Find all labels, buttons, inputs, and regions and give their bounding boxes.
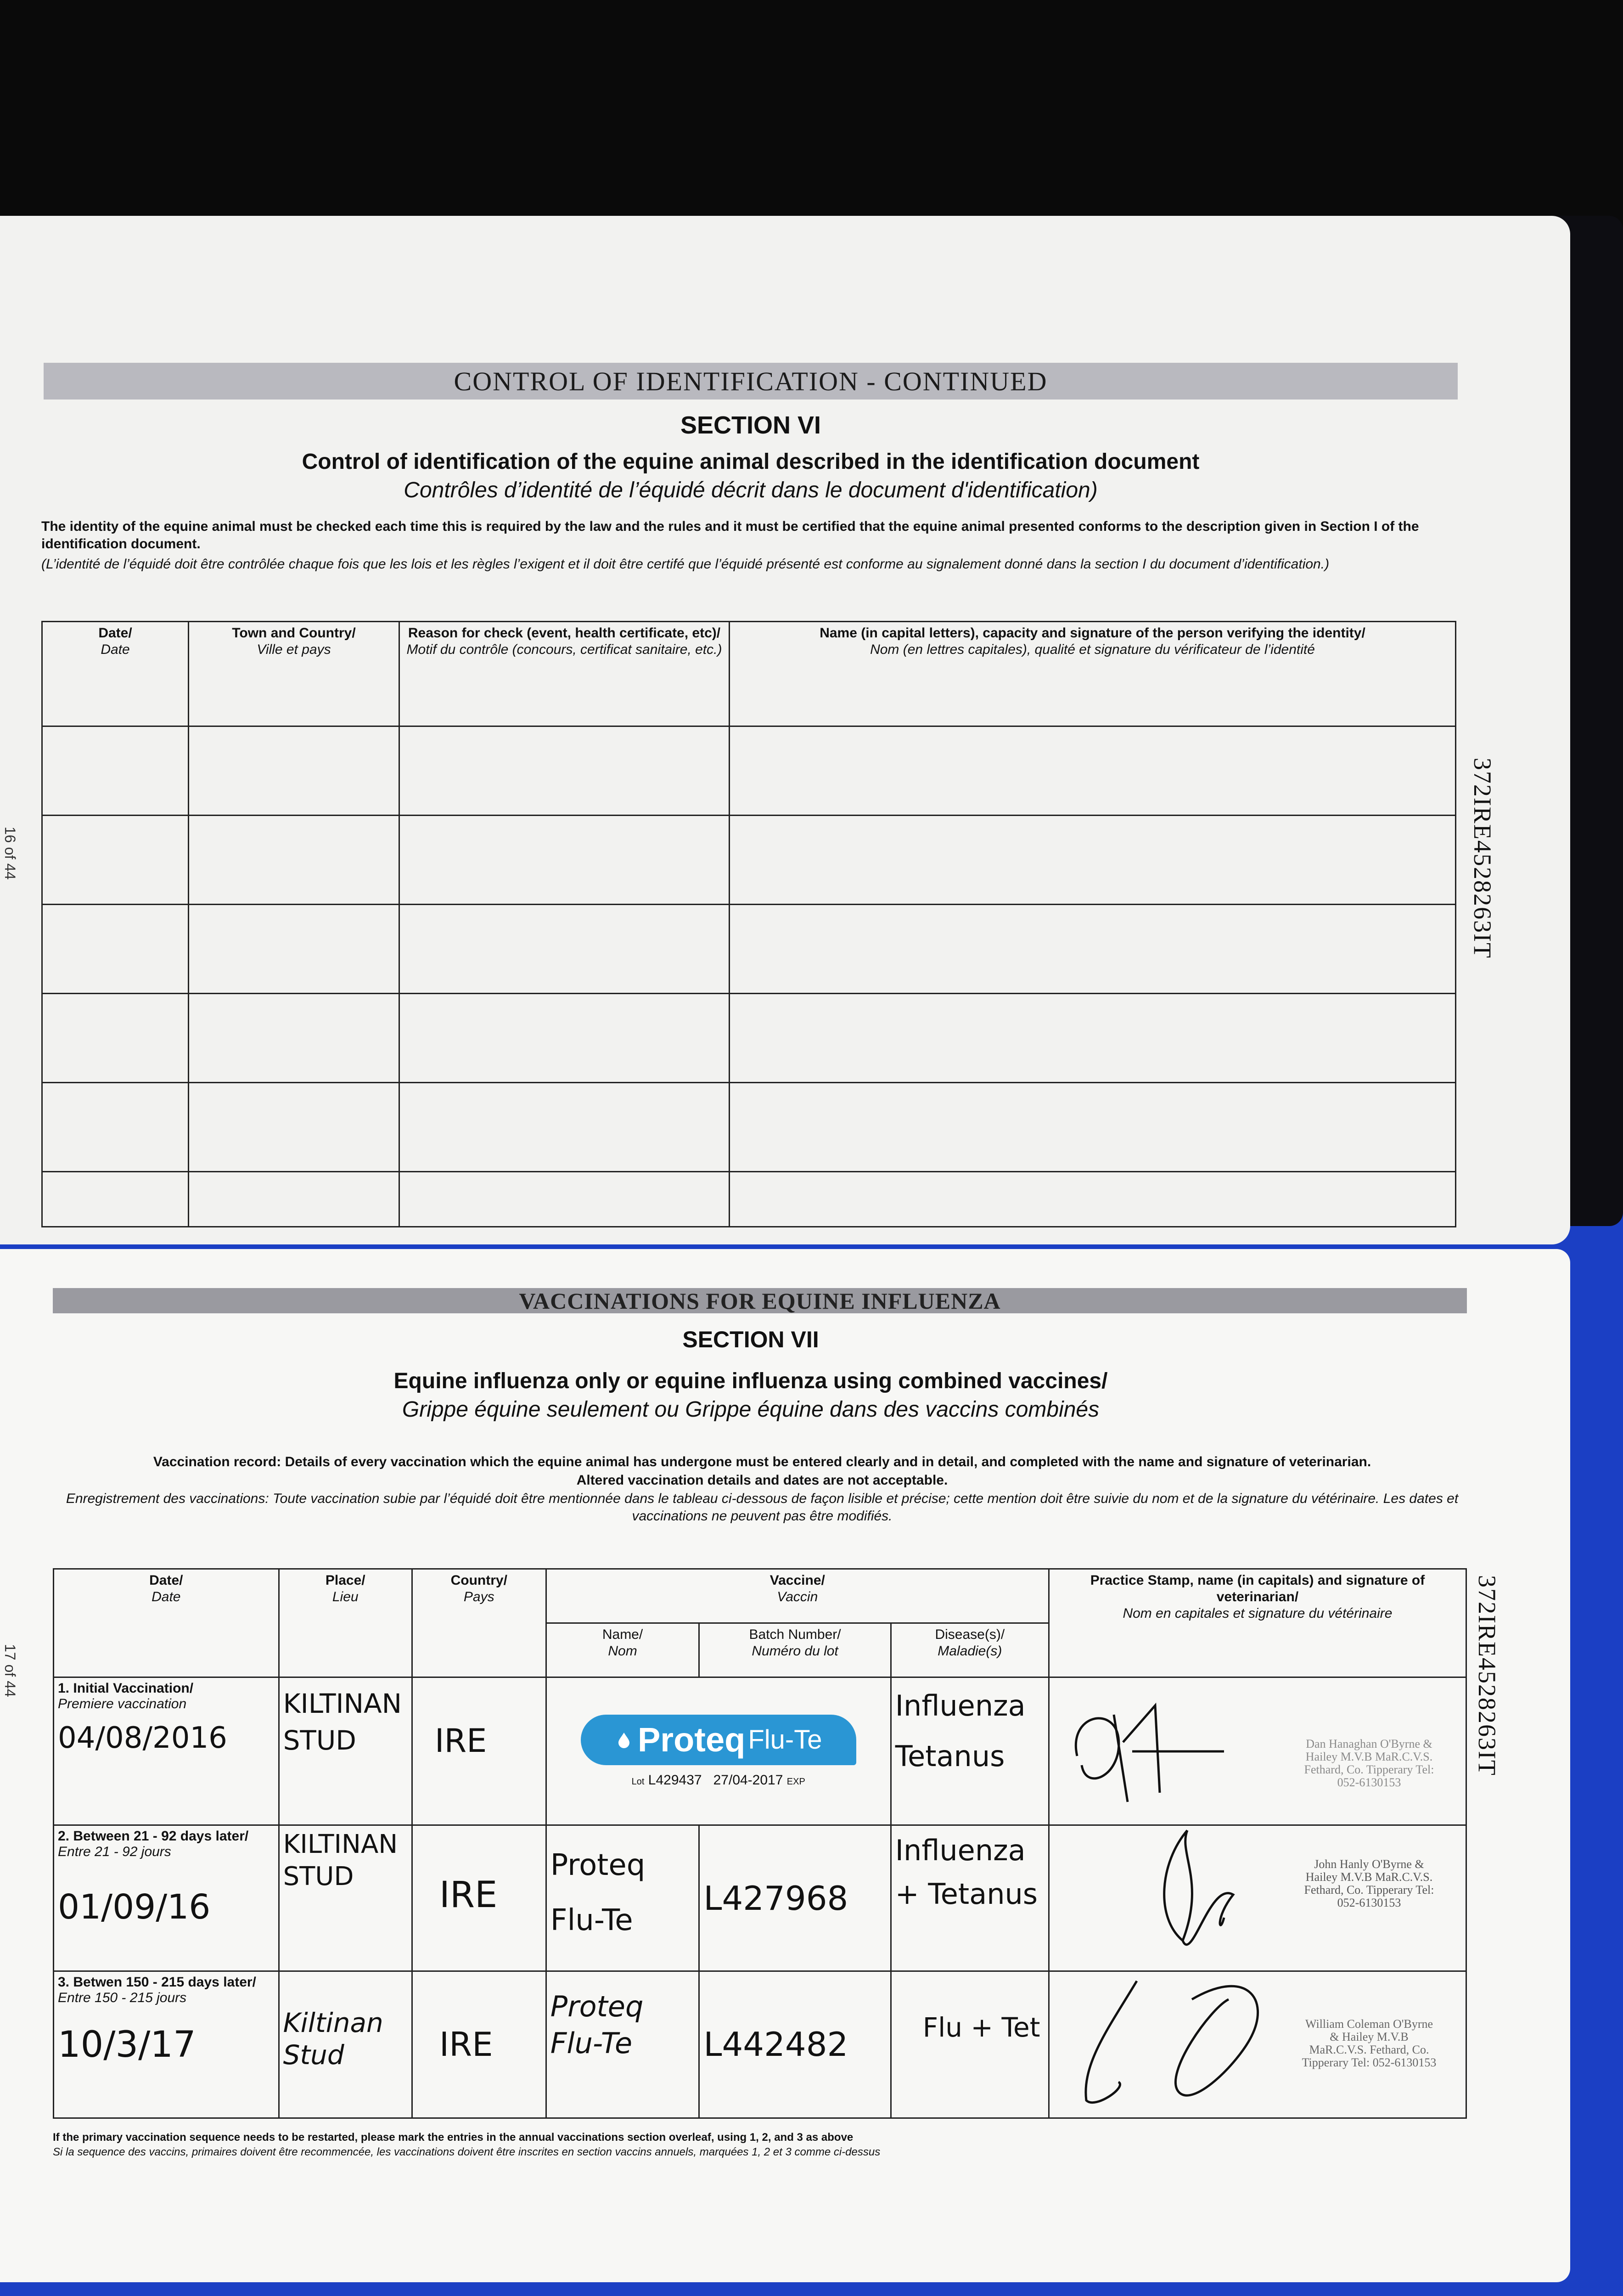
signature-cell[interactable] xyxy=(730,1083,1456,1172)
disease-cell[interactable] xyxy=(891,1971,1049,2118)
handwritten-place: KILTINAN STUD xyxy=(283,1688,402,1756)
batch-cell[interactable] xyxy=(699,1825,891,1971)
town-cell[interactable] xyxy=(189,726,399,816)
handwritten-place: KILTINAN STUD xyxy=(283,1829,398,1891)
col-name-signature: Name (in capital letters), capacity and signature of the person verifying the identity/ Nom (en lettres capitales), qualité et signature du vérificateur de l’identité xyxy=(730,622,1456,726)
page-number-bottom: 17 of 44 xyxy=(2,1644,18,1697)
stamp-cell[interactable] xyxy=(1049,1677,1466,1825)
section-vii-title: SECTION VII xyxy=(682,1327,819,1352)
section-banner-text: CONTROL OF IDENTIFICATION - CONTINUED xyxy=(454,366,1048,396)
handwritten-country: IRE xyxy=(439,1874,498,1916)
vaccine-product: Flu-Te xyxy=(748,1725,822,1755)
drop-icon xyxy=(615,1731,633,1749)
date-cell[interactable] xyxy=(42,1172,189,1227)
table-row xyxy=(42,1083,1456,1172)
vaccination-record-en: Vaccination record: Details of every vaccination which the equine animal has undergone must be entered clearly and in detail, and completed with the name and signature of veterinarian. xyxy=(153,1454,1371,1469)
place-cell[interactable] xyxy=(279,1677,412,1825)
disease-cell[interactable] xyxy=(891,1677,1049,1825)
vaccination-table xyxy=(53,1568,1467,2119)
section-subtitle-fr: Contrôles d’identité de l’équidé décrit dans le document d'identification) xyxy=(404,478,1098,502)
date-cell[interactable] xyxy=(42,816,189,905)
stamp-cell[interactable] xyxy=(1049,1971,1466,2118)
date-cell[interactable] xyxy=(54,1971,279,2118)
place-cell[interactable] xyxy=(279,1971,412,2118)
section-subtitle-en: Control of identification of the equine animal described in the identification document xyxy=(302,450,1200,474)
col-vaccine-name: Name/ Nom xyxy=(546,1623,699,1677)
vaccine-header-row xyxy=(54,1569,1466,1623)
vaccine-name-cell[interactable] xyxy=(546,1971,699,2118)
table-header-row xyxy=(42,622,1456,726)
date-cell[interactable] xyxy=(54,1825,279,1971)
reason-cell[interactable] xyxy=(399,1083,730,1172)
col-country: Country/ Pays xyxy=(412,1569,546,1677)
vet-signature xyxy=(1114,1826,1279,1968)
row-label: 2. Between 21 - 92 days later/ Entre 21 - 92 jours xyxy=(58,1829,249,1859)
country-cell[interactable] xyxy=(412,1677,546,1825)
handwritten-date: 01/09/16 xyxy=(58,1887,211,1927)
handwritten-place: Kiltinan Stud xyxy=(283,2007,383,2071)
handwritten-disease: Flu + Tet xyxy=(922,2012,1040,2043)
col-town-country: Town and Country/ Ville et pays xyxy=(189,622,399,726)
date-cell[interactable] xyxy=(54,1677,279,1825)
section-banner-vaccinations xyxy=(53,1288,1467,1313)
row-label: 1. Initial Vaccination/ Premiere vaccination xyxy=(58,1681,194,1711)
signature-cell[interactable] xyxy=(730,905,1456,994)
handwritten-batch: L442482 xyxy=(703,2025,848,2064)
town-cell[interactable] xyxy=(189,816,399,905)
page-number-top: 16 of 44 xyxy=(2,827,18,880)
section-banner xyxy=(44,363,1458,400)
sticker-lot-prefix: Lot xyxy=(631,1776,645,1787)
town-cell[interactable] xyxy=(189,994,399,1083)
country-cell[interactable] xyxy=(412,1971,546,2118)
col-place: Place/ Lieu xyxy=(279,1569,412,1677)
handwritten-batch: L427968 xyxy=(703,1879,848,1918)
signature-cell[interactable] xyxy=(730,1172,1456,1227)
table-row xyxy=(42,905,1456,994)
reason-cell[interactable] xyxy=(399,726,730,816)
practice-stamp: William Coleman O'Byrne & Hailey M.V.B MaR.C.V.S. Fethard, Co. Tipperary Tel: 052-6130153 xyxy=(1302,2017,1437,2069)
date-cell[interactable] xyxy=(42,726,189,816)
vaccine-name-cell[interactable] xyxy=(546,1825,699,1971)
batch-cell[interactable] xyxy=(699,1971,891,2118)
handwritten-date: 10/3/17 xyxy=(58,2024,196,2065)
practice-stamp: Dan Hanaghan O'Byrne & Hailey M.V.B MaR.C.V.S. Fethard, Co. Tipperary Tel: 052-6130153 xyxy=(1304,1737,1434,1789)
section-title: SECTION VI xyxy=(680,411,821,439)
footnote-fr: Si la sequence des vaccins, primaires doivent être recommencée, les vaccinations doivent être inscrites en section vaccins annuels, marquées 1, 2 et 3 comme ci-dessus xyxy=(53,2146,881,2158)
handwritten-date: 04/08/2016 xyxy=(58,1721,227,1755)
vaccination-record-fr: Enregistrement des vaccinations: Toute vaccination subie par l’équidé doit être mentionnée dans le tableau ci-dessous de façon lisible et précise; cette mention doit être suivie du nom et de la signature du vétérinaire. Les dates et vaccinations ne peuvent pas être modifiés. xyxy=(66,1491,1459,1524)
table-row xyxy=(42,726,1456,816)
place-cell[interactable] xyxy=(279,1825,412,1971)
town-cell[interactable] xyxy=(189,1083,399,1172)
row-label: 3. Betwen 150 - 215 days later/ Entre 150 - 215 jours xyxy=(58,1975,256,2005)
vaccine-sticker-cell[interactable] xyxy=(546,1677,891,1825)
col-reason: Reason for check (event, health certificate, etc)/ Motif du contrôle (concours, certificat sanitaire, etc.) xyxy=(399,622,730,726)
vaccine-title-en: Equine influenza only or equine influenza using combined vaccines/ xyxy=(393,1369,1108,1393)
handwritten-country: IRE xyxy=(434,1722,487,1760)
reason-cell[interactable] xyxy=(399,994,730,1083)
col-date: Date/ Date xyxy=(54,1569,279,1677)
vet-signature xyxy=(1054,1972,1311,2119)
handwritten-vaccine-name: Proteq Flu-Te xyxy=(550,1848,646,1937)
identity-check-table xyxy=(41,621,1456,1227)
disease-cell[interactable] xyxy=(891,1825,1049,1971)
date-cell[interactable] xyxy=(42,905,189,994)
stamp-cell[interactable] xyxy=(1049,1825,1466,1971)
date-cell[interactable] xyxy=(42,994,189,1083)
col-vaccine: Vaccine/ Vaccin xyxy=(546,1569,1049,1623)
sticker-lot-number: L429437 xyxy=(648,1772,702,1788)
reason-cell[interactable] xyxy=(399,1172,730,1227)
signature-cell[interactable] xyxy=(730,816,1456,905)
reason-cell[interactable] xyxy=(399,816,730,905)
passport-id-top: 372IRE4528263IT xyxy=(1469,758,1496,959)
sticker-lot-line xyxy=(550,1773,887,1788)
vaccine-brand: Proteq xyxy=(637,1721,746,1759)
sticker-expiry: 27/04-2017 xyxy=(713,1772,783,1788)
practice-stamp: John Hanly O'Byrne & Hailey M.V.B MaR.C.V.S. Fethard, Co. Tipperary Tel: 052-6130153 xyxy=(1304,1857,1434,1909)
col-practice-stamp: Practice Stamp, name (in capitals) and signature of veterinarian/ Nom en capitales et signature du vétérinaire xyxy=(1049,1569,1466,1677)
reason-cell[interactable] xyxy=(399,905,730,994)
sticker-exp-suffix: EXP xyxy=(786,1776,805,1787)
passport-id-bottom: 372IRE4528263IT xyxy=(1473,1575,1501,1776)
table-row xyxy=(42,1172,1456,1227)
handwritten-country: IRE xyxy=(439,2025,493,2064)
vaccination-record-en-2: Altered vaccination details and dates are not acceptable. xyxy=(576,1473,948,1488)
intro-text-en: The identity of the equine animal must be checked each time this is required by the law and the rules and it must be certified that the equine animal presented conforms to the description given in Section I of the identification document. xyxy=(41,519,1419,551)
col-date: Date/ Date xyxy=(42,622,189,726)
handwritten-disease: Influenza + Tetanus xyxy=(895,1834,1038,1911)
handwritten-vaccine-name: Proteq Flu-Te xyxy=(550,1990,644,2060)
town-cell[interactable] xyxy=(189,905,399,994)
table-row xyxy=(54,1677,1466,1825)
vaccine-title-fr: Grippe équine seulement ou Grippe équine dans des vaccins combinés xyxy=(402,1397,1100,1422)
town-cell[interactable] xyxy=(189,1172,399,1227)
intro-text-fr: (L’identité de l’équidé doit être contrôlée chaque fois que les lois et les règles l’exigent et il doit être certifé que l’équidé présenté est conforme au signalement donné dans la section I du document d’identification.) xyxy=(41,557,1330,572)
table-row xyxy=(42,816,1456,905)
table-row xyxy=(54,1825,1466,1971)
table-row xyxy=(54,1971,1466,2118)
col-diseases: Disease(s)/ Maladie(s) xyxy=(891,1623,1049,1677)
handwritten-disease: Influenza Tetanus xyxy=(895,1689,1026,1773)
country-cell[interactable] xyxy=(412,1825,546,1971)
signature-cell[interactable] xyxy=(730,726,1456,816)
section-banner-vaccinations-text: VACCINATIONS FOR EQUINE INFLUENZA xyxy=(519,1288,1001,1314)
vaccine-sticker xyxy=(581,1715,856,1765)
footnote-en: If the primary vaccination sequence needs to be restarted, please mark the entries in the annual vaccinations section overleaf, using 1, 2, and 3 as above xyxy=(53,2131,854,2144)
date-cell[interactable] xyxy=(42,1083,189,1172)
table-row xyxy=(42,994,1456,1083)
signature-cell[interactable] xyxy=(730,994,1456,1083)
col-batch-number: Batch Number/ Numéro du lot xyxy=(699,1623,891,1677)
vet-signature xyxy=(1059,1687,1233,1816)
